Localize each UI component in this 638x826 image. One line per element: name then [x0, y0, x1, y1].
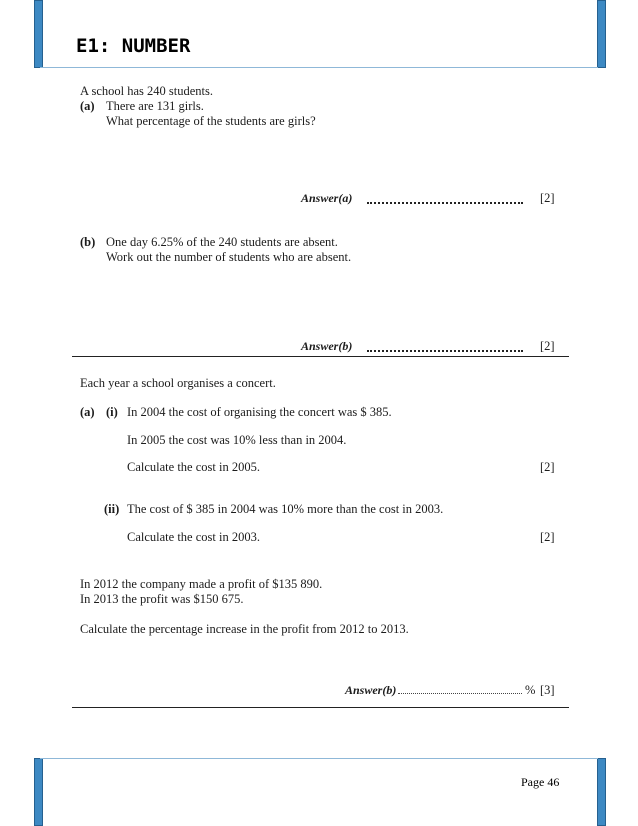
q2ai-line3: Calculate the cost in 2005. — [127, 460, 260, 474]
q1b-marks: [2] — [540, 339, 555, 353]
q1-intro: A school has 240 students. — [80, 84, 213, 98]
left-top-bar — [34, 0, 43, 68]
section-divider-bottom — [72, 707, 569, 708]
q2aii-marks: [2] — [540, 530, 555, 544]
q2ai-line2: In 2005 the cost was 10% less than in 2004. — [127, 433, 347, 447]
q1a-line1: There are 131 girls. — [106, 99, 204, 113]
q3-unit: % — [525, 683, 536, 697]
section-divider — [72, 356, 569, 357]
q1b-answer-label: Answer(b) — [301, 339, 353, 353]
page-number: Page 46 — [521, 775, 560, 789]
q1a-label: (a) — [80, 99, 95, 113]
q3-marks: [3] — [540, 683, 555, 697]
q3-line2: In 2013 the profit was $150 675. — [80, 592, 244, 606]
left-bottom-bar — [34, 758, 43, 826]
q2ai-line1: In 2004 the cost of organising the concert was $ 385. — [127, 405, 392, 419]
q2aii-line1: The cost of $ 385 in 2004 was 10% more than the cost in 2003. — [127, 502, 444, 516]
q2ai-marks: [2] — [540, 460, 555, 474]
q1b-line2: Work out the number of students who are absent. — [106, 250, 352, 264]
q2ai-label: (i) — [106, 405, 118, 419]
header-rule — [40, 67, 598, 68]
q2aii-label: (ii) — [104, 502, 120, 516]
right-bottom-bar — [597, 758, 606, 826]
q3-answer-label: Answer(b) — [345, 683, 397, 697]
q1a-answer-line[interactable] — [367, 202, 523, 204]
footer-rule — [40, 758, 598, 759]
chapter-title: E1: NUMBER — [76, 35, 191, 57]
q2aii-line2: Calculate the cost in 2003. — [127, 530, 260, 544]
q3-answer-line[interactable] — [398, 693, 522, 694]
right-top-bar — [597, 0, 606, 68]
q1b-answer-line[interactable] — [367, 350, 523, 352]
q2a-label: (a) — [80, 405, 95, 419]
q1b-label: (b) — [80, 235, 96, 249]
q1b-line1: One day 6.25% of the 240 students are absent. — [106, 235, 338, 249]
q1a-line2: What percentage of the students are girls? — [106, 114, 316, 128]
q3-line3: Calculate the percentage increase in the profit from 2012 to 2013. — [80, 622, 409, 636]
q3-line1: In 2012 the company made a profit of $135 890. — [80, 577, 323, 591]
q2-intro: Each year a school organises a concert. — [80, 376, 276, 390]
q1a-answer-label: Answer(a) — [301, 191, 353, 205]
q1a-marks: [2] — [540, 191, 555, 205]
